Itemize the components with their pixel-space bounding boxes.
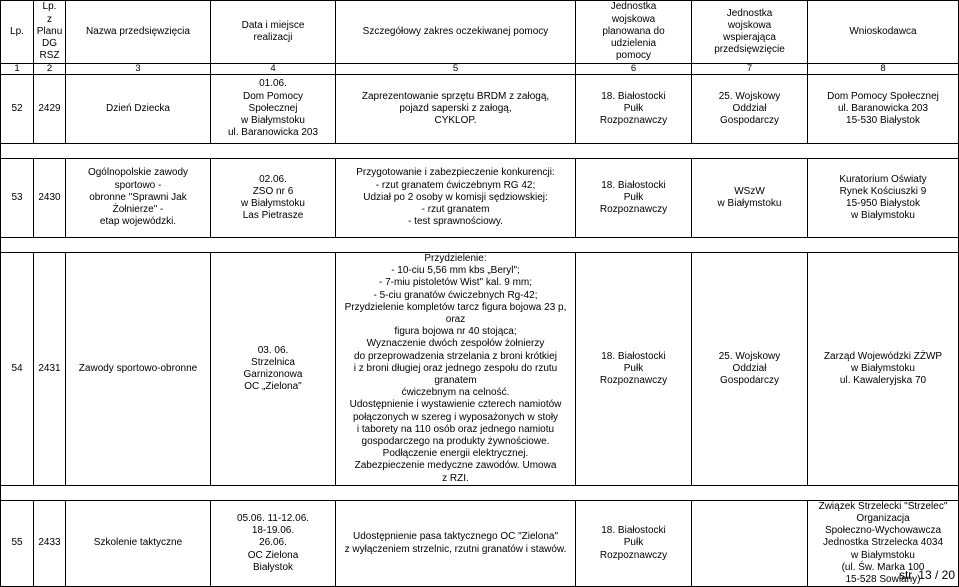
cell-line: Dom Pomocy Społecznej xyxy=(827,90,939,102)
row-lp: 54 xyxy=(1,253,34,486)
cell-line: wojskowa xyxy=(611,13,656,25)
cell-line: w Białymstoku xyxy=(851,549,915,561)
row-applicant xyxy=(808,159,959,238)
cell-line: 26.06. xyxy=(259,537,287,549)
cell-line: Oddział xyxy=(732,102,767,114)
cell-line: planowana do xyxy=(602,25,665,37)
header-name: Nazwa przedsięwzięcia xyxy=(66,1,211,64)
row-scope xyxy=(336,159,576,238)
cell-line: Społeczno-Wychowawcza xyxy=(824,525,942,537)
cell-line: figura bojowa nr 40 stojąca; xyxy=(394,326,517,338)
row-planned-unit xyxy=(576,500,692,586)
column-number: 3 xyxy=(66,64,211,75)
column-number: 1 xyxy=(1,64,34,75)
cell-line: Gospodarczy xyxy=(720,115,779,127)
cell-line: i z broni długiej oraz jednego zespołu do rzutu granatem xyxy=(353,362,558,387)
cell-line: w Białymstoku xyxy=(851,210,915,222)
row-plan-number: 2433 xyxy=(34,500,66,586)
cell-line: w Białymstoku xyxy=(717,198,782,209)
cell-line: ul. Baranowicka 203 xyxy=(837,102,929,114)
cell-line: ZSO nr 6 xyxy=(252,185,294,197)
cell-line: Rozpoznawczy xyxy=(599,204,668,216)
cell-line: Przydzielenie kompletów tarcz figura bojowa 23 p, oraz xyxy=(344,301,567,326)
row-scope xyxy=(336,500,576,586)
column-number: 7 xyxy=(692,64,808,75)
cell-line: CYKLOP. xyxy=(434,115,477,127)
cell-line: udzielenia xyxy=(610,38,657,50)
cell-line: 03. 06. xyxy=(257,344,289,356)
cell-line: i taborety na 110 osób oraz jednego namiotu xyxy=(356,423,555,435)
cell-line: - test sprawnościowy. xyxy=(408,216,503,228)
row-support-unit xyxy=(692,500,808,586)
cell-line: do przeprowadzenia strzelania z broni krótkiej xyxy=(354,350,557,362)
row-plan-number: 2431 xyxy=(34,253,66,486)
row-spacer xyxy=(1,238,959,253)
cell-line: 18. Białostocki xyxy=(601,179,666,191)
cell-line: realizacji xyxy=(253,32,293,43)
cell-line: ćwiczebnym na celność. xyxy=(401,387,510,399)
row-event-name xyxy=(66,159,211,238)
cell-line: pomocy xyxy=(615,50,651,62)
row-event-name xyxy=(66,500,211,586)
cell-line: Jednostka xyxy=(726,7,773,19)
cell-line: Zabezpieczenie medyczne zawodów. Umowa xyxy=(354,460,557,472)
cell-line: Garnizonowa xyxy=(243,368,303,380)
row-lp: 52 xyxy=(1,75,34,144)
cell-line: przedsięwzięcie xyxy=(714,44,785,56)
cell-line: pojazd saperski z załogą, xyxy=(399,102,512,114)
column-number: 4 xyxy=(211,64,336,75)
cell-line: 02.06. xyxy=(259,173,287,185)
cell-line: etap wojewódzki. xyxy=(99,216,177,228)
row-plan-number: 2429 xyxy=(34,75,66,144)
row-planned-unit xyxy=(576,75,692,144)
cell-line: z RZI. xyxy=(442,472,469,484)
cell-line: OC Zielona xyxy=(247,549,299,561)
row-spacer xyxy=(1,485,959,500)
cell-line: 18. Białostocki xyxy=(601,90,666,102)
cell-line: Zarząd Wojewódzki ZŻWP xyxy=(823,350,943,362)
cell-line: 01.06. xyxy=(259,78,287,90)
cell-line: Kuratorium Oświaty xyxy=(839,173,927,185)
cell-line: 05.06. 11-12.06. xyxy=(236,513,310,525)
cell-line: WSzW xyxy=(734,185,765,197)
cell-line: OC „Zielona" xyxy=(244,381,302,393)
cell-line: Szkolenie taktyczne xyxy=(93,537,183,549)
cell-line: Podłączenie energii elektrycznej. xyxy=(382,448,529,460)
row-support-unit xyxy=(692,253,808,486)
row-planned-unit xyxy=(576,253,692,486)
header-planned-unit xyxy=(576,1,692,64)
cell-line: Pułk xyxy=(623,191,644,203)
row-scope xyxy=(336,253,576,486)
column-number: 2 xyxy=(34,64,66,75)
cell-line: z Planu xyxy=(36,13,63,37)
cell-line: ul. Baranowicka 203 xyxy=(227,127,319,139)
cell-line: Dzień Dziecka xyxy=(106,102,170,114)
cell-line: Wyznaczenie dwóch zespołów żołnierzy xyxy=(366,338,545,350)
row-event-name xyxy=(66,75,211,144)
cell-line: 18. Białostocki xyxy=(601,350,666,362)
column-number: 8 xyxy=(808,64,959,75)
row-date-place xyxy=(211,75,336,144)
header-lp: Lp. xyxy=(1,1,34,64)
cell-line: - 5-ciu granatów ćwiczebnych Rg-42; xyxy=(373,289,538,301)
cell-line: Związek Strzelecki "Strzelec" Organizacja xyxy=(818,500,948,525)
cell-line: z wyłączeniem strzelnic, rzutni granatów i stawów. xyxy=(344,543,567,555)
cell-line: Przydzielenie: xyxy=(424,253,487,264)
cell-line: Las Pietrasze xyxy=(242,210,304,222)
cell-line: w Białymstoku xyxy=(851,362,915,374)
row-event-name xyxy=(66,253,211,486)
cell-line: Jednostka xyxy=(610,1,657,13)
cell-line: połączonych w szereg i wyposażonych w stoły xyxy=(352,411,559,423)
cell-line: Społecznej xyxy=(248,102,298,114)
cell-line: Dom Pomocy xyxy=(242,90,303,102)
column-number-row xyxy=(1,64,959,75)
row-applicant xyxy=(808,75,959,144)
cell-line: - 7-miu pistoletów Wist" kal. 9 mm; xyxy=(378,277,533,289)
cell-line: 18-19.06. xyxy=(251,525,295,537)
cell-line: Zaprezentowanie sprzętu BRDM z załogą, xyxy=(361,90,550,102)
row-date-place xyxy=(211,159,336,238)
cell-line: Lp. xyxy=(42,1,57,13)
header-applicant: Wnioskodawca xyxy=(808,1,959,64)
header-date-place xyxy=(211,1,336,64)
cell-line: Rozpoznawczy xyxy=(599,549,668,561)
cell-line: 15-530 Białystok xyxy=(846,115,920,127)
cell-line: obronne "Sprawni Jak Żołnierze" - xyxy=(89,191,187,216)
cell-line: Udostępnienie pasa taktycznego OC "Zielona" xyxy=(353,531,558,543)
header-support-unit xyxy=(692,1,808,64)
cell-line: (ul. Św. Marka 100 xyxy=(841,561,925,573)
cell-line: DG xyxy=(42,38,57,50)
cell-line: Pułk xyxy=(623,537,644,549)
cell-line: wojskowa xyxy=(727,19,772,31)
header-row xyxy=(1,1,959,64)
cell-line: Zawody sportowo-obronne xyxy=(78,362,198,374)
cell-line: 15-528 Sowlany) xyxy=(845,574,921,586)
row-date-place xyxy=(211,500,336,586)
cell-line: RSZ xyxy=(39,50,60,62)
table-row xyxy=(1,253,959,486)
column-number: 6 xyxy=(576,64,692,75)
cell-line: Udostępnienie i wystawienie czterech namiotów xyxy=(349,399,562,411)
cell-line: w Białymstoku xyxy=(241,115,305,127)
cell-line: Strzelnica xyxy=(251,356,295,368)
cell-line: Udział po 2 osoby w komisji sędziowskiej: xyxy=(363,191,548,203)
cell-line: 25. Wojskowy xyxy=(718,90,781,102)
column-number: 5 xyxy=(336,64,576,75)
table-row xyxy=(1,75,959,144)
cell-line: Gospodarczy xyxy=(720,375,779,387)
cell-line: Data i miejsce xyxy=(241,19,305,31)
cell-line: Jednostka Strzelecka 4034 xyxy=(822,537,944,549)
cell-line: - rzut granatem xyxy=(421,204,490,216)
row-support-unit xyxy=(692,75,808,144)
cell-line: 15-950 Białystok xyxy=(846,198,920,209)
row-applicant xyxy=(808,253,959,486)
row-plan-number: 2430 xyxy=(34,159,66,238)
cell-line: ul. Kawaleryjska 70 xyxy=(839,375,927,387)
page-number: str. 13 / 20 xyxy=(898,568,955,582)
table-row xyxy=(1,500,959,586)
row-support-unit xyxy=(692,159,808,238)
cell-line: wspierająca xyxy=(723,32,776,43)
row-date-place xyxy=(211,253,336,486)
cell-line: Przygotowanie i zabezpieczenie konkurencji: xyxy=(356,167,555,179)
cell-line: Rynek Kościuszki 9 xyxy=(839,185,927,197)
cell-line: Pułk xyxy=(623,362,644,374)
cell-line: Białystok xyxy=(252,561,293,573)
cell-line: - 10-ciu 5,56 mm kbs „Beryl"; xyxy=(391,265,520,277)
cell-line: 25. Wojskowy xyxy=(718,350,781,362)
cell-line: Rozpoznawczy xyxy=(599,115,668,127)
row-planned-unit xyxy=(576,159,692,238)
row-lp: 55 xyxy=(1,500,34,586)
row-spacer xyxy=(1,144,959,159)
table-row xyxy=(1,159,959,238)
cell-line: Rozpoznawczy xyxy=(599,375,668,387)
header-plan-lp xyxy=(34,1,66,64)
row-scope xyxy=(336,75,576,144)
cell-line: Ogólnopolskie zawody sportowo - xyxy=(87,167,189,191)
cell-line: - rzut granatem ćwiczebnym RG 42; xyxy=(375,179,536,191)
cell-line: gospodarczego na produkty żywnościowe. xyxy=(361,436,550,448)
cell-line: Oddział xyxy=(732,362,767,374)
row-lp: 53 xyxy=(1,159,34,238)
cell-line: w Białymstoku xyxy=(241,198,305,209)
cell-line: Pułk xyxy=(623,102,644,114)
header-scope: Szczegółowy zakres oczekiwanej pomocy xyxy=(336,1,576,64)
cell-line: 18. Białostocki xyxy=(601,525,666,537)
